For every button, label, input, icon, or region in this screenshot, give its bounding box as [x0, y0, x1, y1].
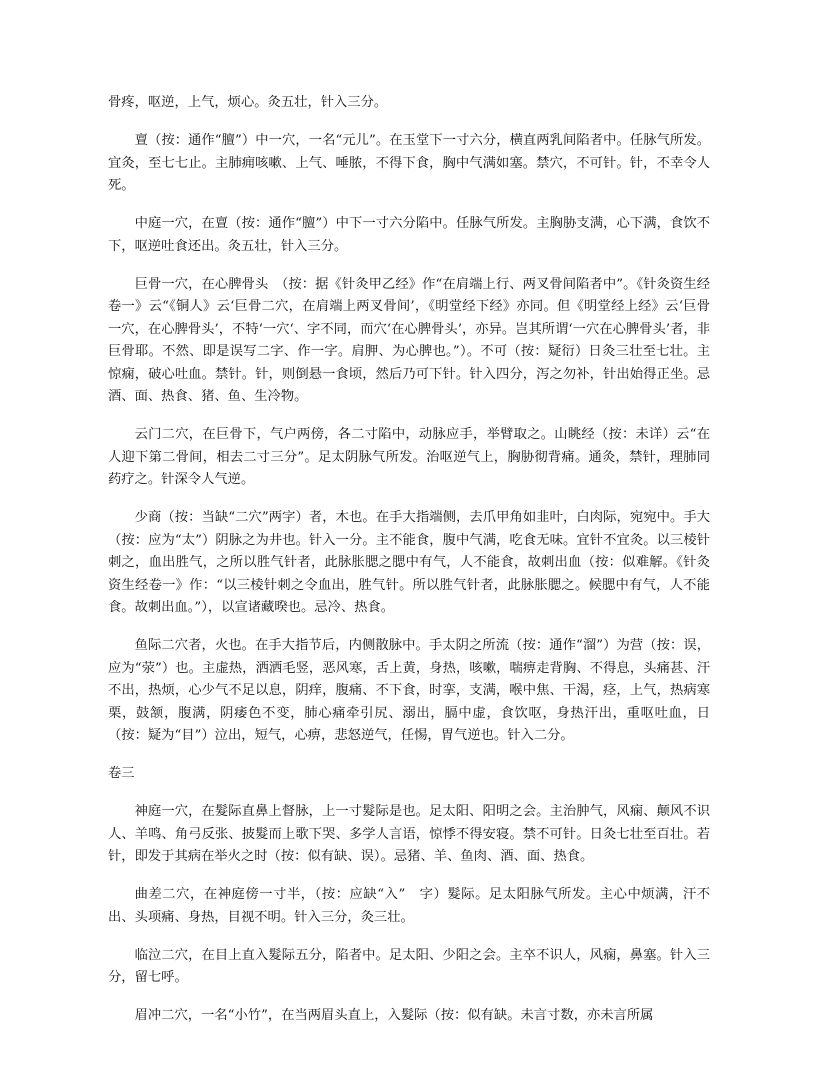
paragraph-continuation: 骨疼，呕逆，上气，烦心。灸五壮，针入三分。: [108, 95, 388, 110]
paragraph-meichong: 眉冲二穴，一名“小竹”，在当两眉头直上，入髮际（按：似有缺。未言寸数，亦未言所属: [134, 1008, 654, 1023]
paragraph-linqi: 临泣二穴，在目上直入髮际五分，陷者中。足太阳、少阳之会。主卒不识人，风痫，鼻塞。针入三分，留七呼。: [108, 947, 710, 985]
paragraph-jugu: 巨骨一穴，在心脾骨头 （按：据《针灸甲乙经》作“在肩端上行、两叉骨间陷者中”。《针灸资生经卷一》云“《铜人》云‘巨骨二穴，在肩端上两叉骨间’，《明堂经下经》亦同。但《明堂经上经》云‘巨骨一穴，在心脾骨头’，不特‘一穴‘、字不同，而穴‘在心脾骨头’，亦异。岂其所谓‘一穴在心脾骨头’者，非巨骨耶。不然、即是误写二字、作一字。肩胛、为心脾也。”）。不可（按：疑衍）日灸三壮至七壮。主惊痫，破心吐血。禁针。针，则倒悬一食顷，然后乃可下针。针入四分，泻之勿补，针出始得正坐。忌酒、面、热食、猪、鱼、生冷物。: [108, 276, 710, 404]
paragraph-shenting: 神庭一穴，在髮际直鼻上督脉，上一寸髮际是也。足太阳、阳明之会。主治肿气，风痫、颠风不识人、羊鸣、角弓反张、披髮而上歌下哭、多学人言语，惊悸不得安寝。禁不可针。日灸七壮至百壮。若针，即发于其病在举火之时（按：似有缺、误）。忌猪、羊、鱼肉、酒、面、热食。: [108, 804, 710, 864]
paragraph-yuji: 鱼际二穴者，火也。在手大指节后，内侧散脉中。手太阴之所流（按：通作“溜”）为营（按：误，应为“荥”）也。主虚热，洒洒毛竖，恶风寒，舌上黄，身热，咳嗽，喘痹走背胸、不得息，头痛甚、汗不出，热烦，心少气不足以息，阴痒，腹痛、不下食，时挛，支满，喉中焦、干渴，痉，上气，热病寒栗，鼓颔，腹满，阴痿色不变，肺心痛牵引尻、溺出，膈中虚，食饮呕，身热汗出，重呕吐血，日（按：疑为“目”）泣出，短气，心痹，悲怒逆气，任惕，胃气逆也。针入二分。: [108, 638, 710, 743]
paragraph-zhongting: 中庭一穴，在亶（按：通作“膻”）中下一寸六分陷中。任脉气所发。主胸胁支满，心下满，食饮不下，呕逆吐食还出。灸五壮，针入三分。: [108, 216, 710, 254]
paragraph-shaoshang: 少商（按：当缺“二穴”两字）者，木也。在手大指端侧，去爪甲角如韭叶，白肉际，宛宛中。手大（按：应为“太”）阴脉之为井也。针入一分。主不能食，腹中气满，吃食无味。宜针不宜灸。以三棱针刺之，血出胜气，之所以胜气针者，此脉胀腮之腮中有气，人不能食，故刺出血（按：似难解。《针灸资生经卷一》作：“以三棱针刺之令血出，胜气针。所以胜气针者，此脉胀腮之。候腮中有气，人不能食。故刺出血。”），以宣诸藏暌也。忌冷、热食。: [108, 510, 710, 615]
paragraph-danzhong: 亶（按：通作“膻”）中一穴，一名“元儿”。在玉堂下一寸六分，横直两乳间陷者中。任脉气所发。宜灸，至七七止。主肺痈咳嗽、上气、唾脓，不得下食，胸中气满如塞。禁穴，不可针。针，不幸令人死。: [108, 133, 710, 193]
paragraph-yunmen: 云门二穴，在巨骨下，气户两傍，各二寸陷中，动脉应手，举臂取之。山眺经（按：未详）云“在人迎下第二骨间，相去二寸三分”。足太阴脉气所发。治呕逆气上，胸胁彻背痛。通灸，禁针，理肺同药疗之。针深令人气逆。: [108, 427, 710, 487]
paragraph-qucha: 曲差二穴，在神庭傍一寸半，（按：应缺“入” 字）髮际。足太阳脉气所发。主心中烦满，汗不出、头项痛、身热，目视不明。针入三分，灸三壮。: [108, 887, 710, 925]
section-heading: 卷三: [108, 766, 135, 781]
